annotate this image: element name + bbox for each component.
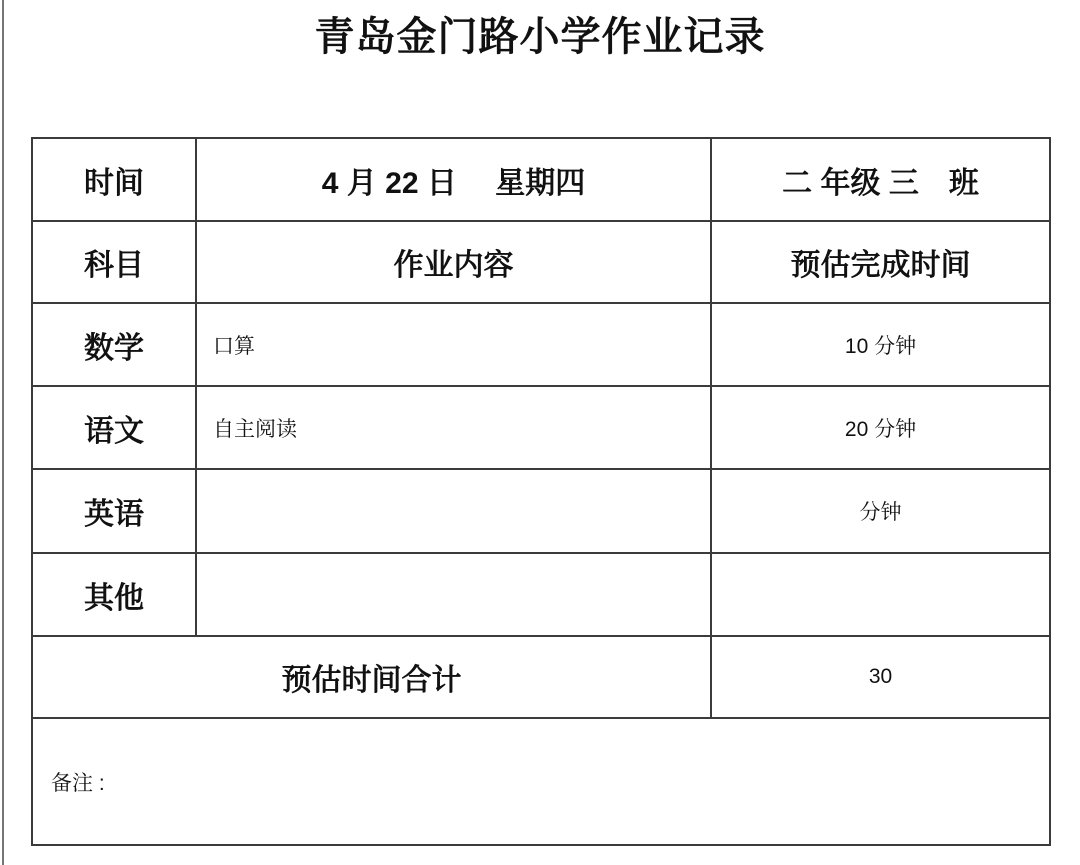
table-row-english	[32, 469, 1050, 553]
table-row-other	[32, 553, 1050, 636]
subject-cell-other: 其他	[32, 553, 196, 636]
total-value-cell: 30	[711, 636, 1050, 718]
page-edge-line	[2, 0, 4, 865]
time-cell-math: 10 分钟	[711, 303, 1050, 386]
subject-cell-chinese: 语文	[32, 386, 196, 469]
total-label-cell: 预估时间合计	[32, 636, 711, 718]
time-label-cell: 时间	[32, 138, 196, 221]
time-cell-other	[711, 553, 1050, 636]
grade-class-cell: 二 年级 三 班	[711, 138, 1050, 221]
subject-header-cell: 科目	[32, 221, 196, 303]
content-cell-chinese: 自主阅读	[196, 386, 711, 469]
table-row-chinese	[32, 386, 1050, 469]
date-cell: 4 月 22 日 星期四	[196, 138, 711, 221]
time-header-cell: 预估完成时间	[711, 221, 1050, 303]
table-row-notes	[32, 718, 1050, 845]
time-cell-chinese: 20 分钟	[711, 386, 1050, 469]
content-cell-other	[196, 553, 711, 636]
subject-cell-english: 英语	[32, 469, 196, 553]
table-row-info	[32, 138, 1050, 221]
notes-cell: 备注 :	[32, 718, 1050, 845]
content-cell-math: 口算	[196, 303, 711, 386]
time-cell-english: 分钟	[711, 469, 1050, 553]
page-title: 青岛金门路小学作业记录	[314, 15, 766, 59]
subject-cell-math: 数学	[32, 303, 196, 386]
table-row-header	[32, 221, 1050, 303]
content-cell-english	[196, 469, 711, 553]
table-row-math	[32, 303, 1050, 386]
content-header-cell: 作业内容	[196, 221, 711, 303]
homework-record-table	[31, 137, 1051, 846]
table-row-total	[32, 636, 1050, 718]
